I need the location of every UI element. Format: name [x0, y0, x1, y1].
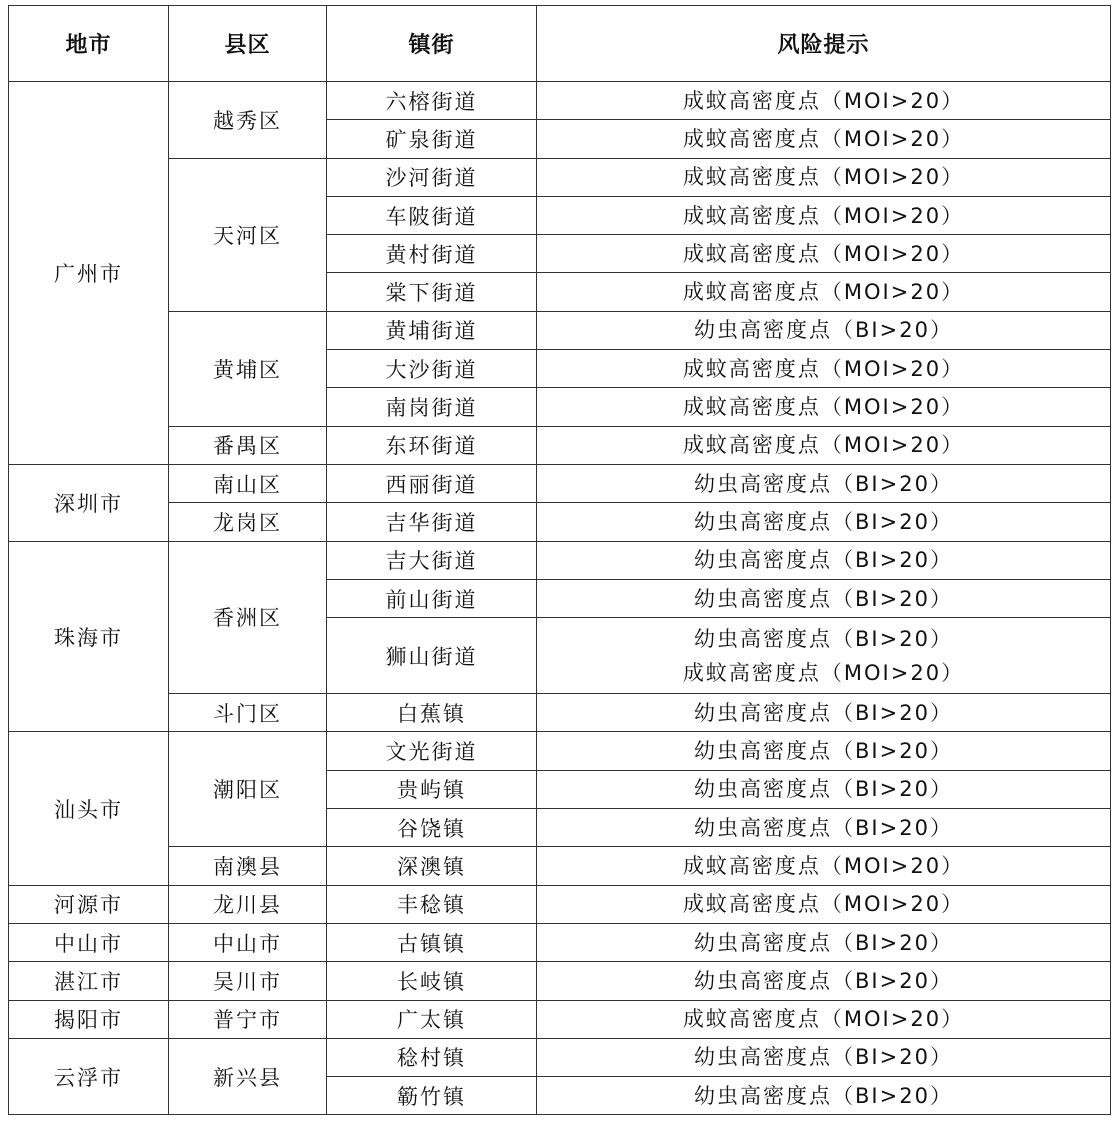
risk-text: 幼虫高密度点（BI>20）	[694, 1045, 953, 1070]
town-cell: 西丽街道	[327, 464, 537, 502]
city-cell: 深圳市	[9, 464, 169, 541]
town-cell: 文光街道	[327, 732, 537, 770]
table-row	[9, 923, 1111, 961]
risk-cell	[537, 579, 1111, 617]
city-cell: 中山市	[9, 923, 169, 961]
table-row	[9, 962, 1111, 1000]
risk-cell	[537, 350, 1111, 388]
risk-text: 幼虫高密度点（BI>20）	[694, 509, 953, 534]
town-cell: 吉大街道	[327, 541, 537, 579]
district-cell: 南澳县	[169, 847, 327, 885]
town-cell: 贵屿镇	[327, 770, 537, 808]
city-cell: 广州市	[9, 82, 169, 465]
district-cell: 龙岗区	[169, 503, 327, 541]
town-cell: 吉华街道	[327, 503, 537, 541]
risk-text: 幼虫高密度点（BI>20）	[694, 777, 953, 802]
risk-text: 成蚊高密度点（MOI>20）	[682, 853, 965, 878]
risk-cell	[537, 426, 1111, 464]
risk-table	[8, 5, 1111, 1115]
town-cell: 稔村镇	[327, 1038, 537, 1076]
table-row	[9, 694, 1111, 732]
risk-cell	[537, 120, 1111, 158]
risk-text: 成蚊高密度点（MOI>20）	[682, 892, 965, 917]
town-cell: 丰稔镇	[327, 885, 537, 923]
risk-cell	[537, 82, 1111, 120]
risk-cell	[537, 694, 1111, 732]
city-cell: 汕头市	[9, 732, 169, 885]
header-city: 地市	[9, 6, 169, 82]
town-cell: 沙河街道	[327, 158, 537, 196]
risk-cell	[537, 388, 1111, 426]
risk-cell	[537, 1038, 1111, 1076]
header-town: 镇街	[327, 6, 537, 82]
town-cell: 谷饶镇	[327, 809, 537, 847]
table-row	[9, 82, 1111, 120]
risk-cell	[537, 847, 1111, 885]
town-cell: 狮山街道	[327, 618, 537, 694]
district-cell: 天河区	[169, 158, 327, 311]
risk-cell	[537, 732, 1111, 770]
town-cell: 古镇镇	[327, 923, 537, 961]
header-row	[9, 6, 1111, 82]
risk-text: 幼虫高密度点（BI>20）	[694, 968, 953, 993]
risk-text: 成蚊高密度点（MOI>20）	[682, 395, 965, 420]
risk-cell	[537, 618, 1111, 694]
table-row	[9, 311, 1111, 349]
risk-text: 成蚊高密度点（MOI>20）	[682, 356, 965, 381]
town-cell: 广太镇	[327, 1000, 537, 1038]
risk-text: 幼虫高密度点（BI>20）	[694, 700, 953, 725]
district-cell: 越秀区	[169, 82, 327, 159]
risk-cell	[537, 770, 1111, 808]
town-cell: 棠下街道	[327, 273, 537, 311]
town-cell: 大沙街道	[327, 350, 537, 388]
risk-text: 幼虫高密度点（BI>20）	[694, 471, 953, 496]
table-row	[9, 885, 1111, 923]
risk-cell	[537, 503, 1111, 541]
risk-text: 成蚊高密度点（MOI>20）	[682, 88, 965, 113]
risk-cell	[537, 1077, 1111, 1115]
town-cell: 黄埔街道	[327, 311, 537, 349]
risk-text: 成蚊高密度点（MOI>20）	[682, 660, 965, 685]
city-cell: 河源市	[9, 885, 169, 923]
risk-cell	[537, 923, 1111, 961]
risk-text: 幼虫高密度点（BI>20）	[694, 815, 953, 840]
risk-cell	[537, 464, 1111, 502]
town-cell: 簕竹镇	[327, 1077, 537, 1115]
risk-cell	[537, 196, 1111, 234]
district-cell: 黄埔区	[169, 311, 327, 426]
header-risk: 风险提示	[537, 6, 1111, 82]
risk-text: 成蚊高密度点（MOI>20）	[682, 241, 965, 266]
table-row	[9, 1038, 1111, 1076]
town-cell: 东环街道	[327, 426, 537, 464]
district-cell: 吴川市	[169, 962, 327, 1000]
town-cell: 车陂街道	[327, 196, 537, 234]
table-row	[9, 1000, 1111, 1038]
risk-cell	[537, 885, 1111, 923]
district-cell: 普宁市	[169, 1000, 327, 1038]
risk-cell	[537, 962, 1111, 1000]
table-row	[9, 464, 1111, 502]
risk-cell	[537, 158, 1111, 196]
town-cell: 长岐镇	[327, 962, 537, 1000]
risk-text: 幼虫高密度点（BI>20）	[694, 1083, 953, 1108]
city-cell: 揭阳市	[9, 1000, 169, 1038]
risk-text: 成蚊高密度点（MOI>20）	[682, 433, 965, 458]
district-cell: 中山市	[169, 923, 327, 961]
town-cell: 矿泉街道	[327, 120, 537, 158]
risk-cell	[537, 273, 1111, 311]
risk-text: 幼虫高密度点（BI>20）	[694, 548, 953, 573]
table-row	[9, 503, 1111, 541]
district-cell: 香洲区	[169, 541, 327, 694]
table-row	[9, 732, 1111, 770]
risk-text: 成蚊高密度点（MOI>20）	[682, 280, 965, 305]
district-cell: 斗门区	[169, 694, 327, 732]
district-cell: 潮阳区	[169, 732, 327, 847]
risk-cell	[537, 311, 1111, 349]
district-cell: 番禺区	[169, 426, 327, 464]
risk-cell	[537, 809, 1111, 847]
table-body	[9, 82, 1111, 1115]
risk-text: 成蚊高密度点（MOI>20）	[682, 165, 965, 190]
town-cell: 深澳镇	[327, 847, 537, 885]
risk-text: 幼虫高密度点（BI>20）	[694, 586, 953, 611]
risk-text: 成蚊高密度点（MOI>20）	[682, 203, 965, 228]
town-cell: 南岗街道	[327, 388, 537, 426]
table-row	[9, 541, 1111, 579]
risk-text: 成蚊高密度点（MOI>20）	[682, 1007, 965, 1032]
district-cell: 南山区	[169, 464, 327, 502]
header-district: 县区	[169, 6, 327, 82]
town-cell: 黄村街道	[327, 235, 537, 273]
risk-text: 成蚊高密度点（MOI>20）	[682, 126, 965, 151]
district-cell: 龙川县	[169, 885, 327, 923]
table-row	[9, 158, 1111, 196]
city-cell: 湛江市	[9, 962, 169, 1000]
town-cell: 六榕街道	[327, 82, 537, 120]
town-cell: 前山街道	[327, 579, 537, 617]
table-row	[9, 426, 1111, 464]
risk-text: 幼虫高密度点（BI>20）	[694, 930, 953, 955]
risk-text: 幼虫高密度点（BI>20）	[694, 318, 953, 343]
risk-text: 幼虫高密度点（BI>20）	[694, 626, 953, 651]
risk-cell	[537, 1000, 1111, 1038]
city-cell: 云浮市	[9, 1038, 169, 1115]
city-cell: 珠海市	[9, 541, 169, 732]
table-container	[8, 5, 1111, 1115]
risk-text: 幼虫高密度点（BI>20）	[694, 739, 953, 764]
district-cell: 新兴县	[169, 1038, 327, 1115]
table-row	[9, 847, 1111, 885]
town-cell: 白蕉镇	[327, 694, 537, 732]
risk-cell	[537, 541, 1111, 579]
risk-cell	[537, 235, 1111, 273]
